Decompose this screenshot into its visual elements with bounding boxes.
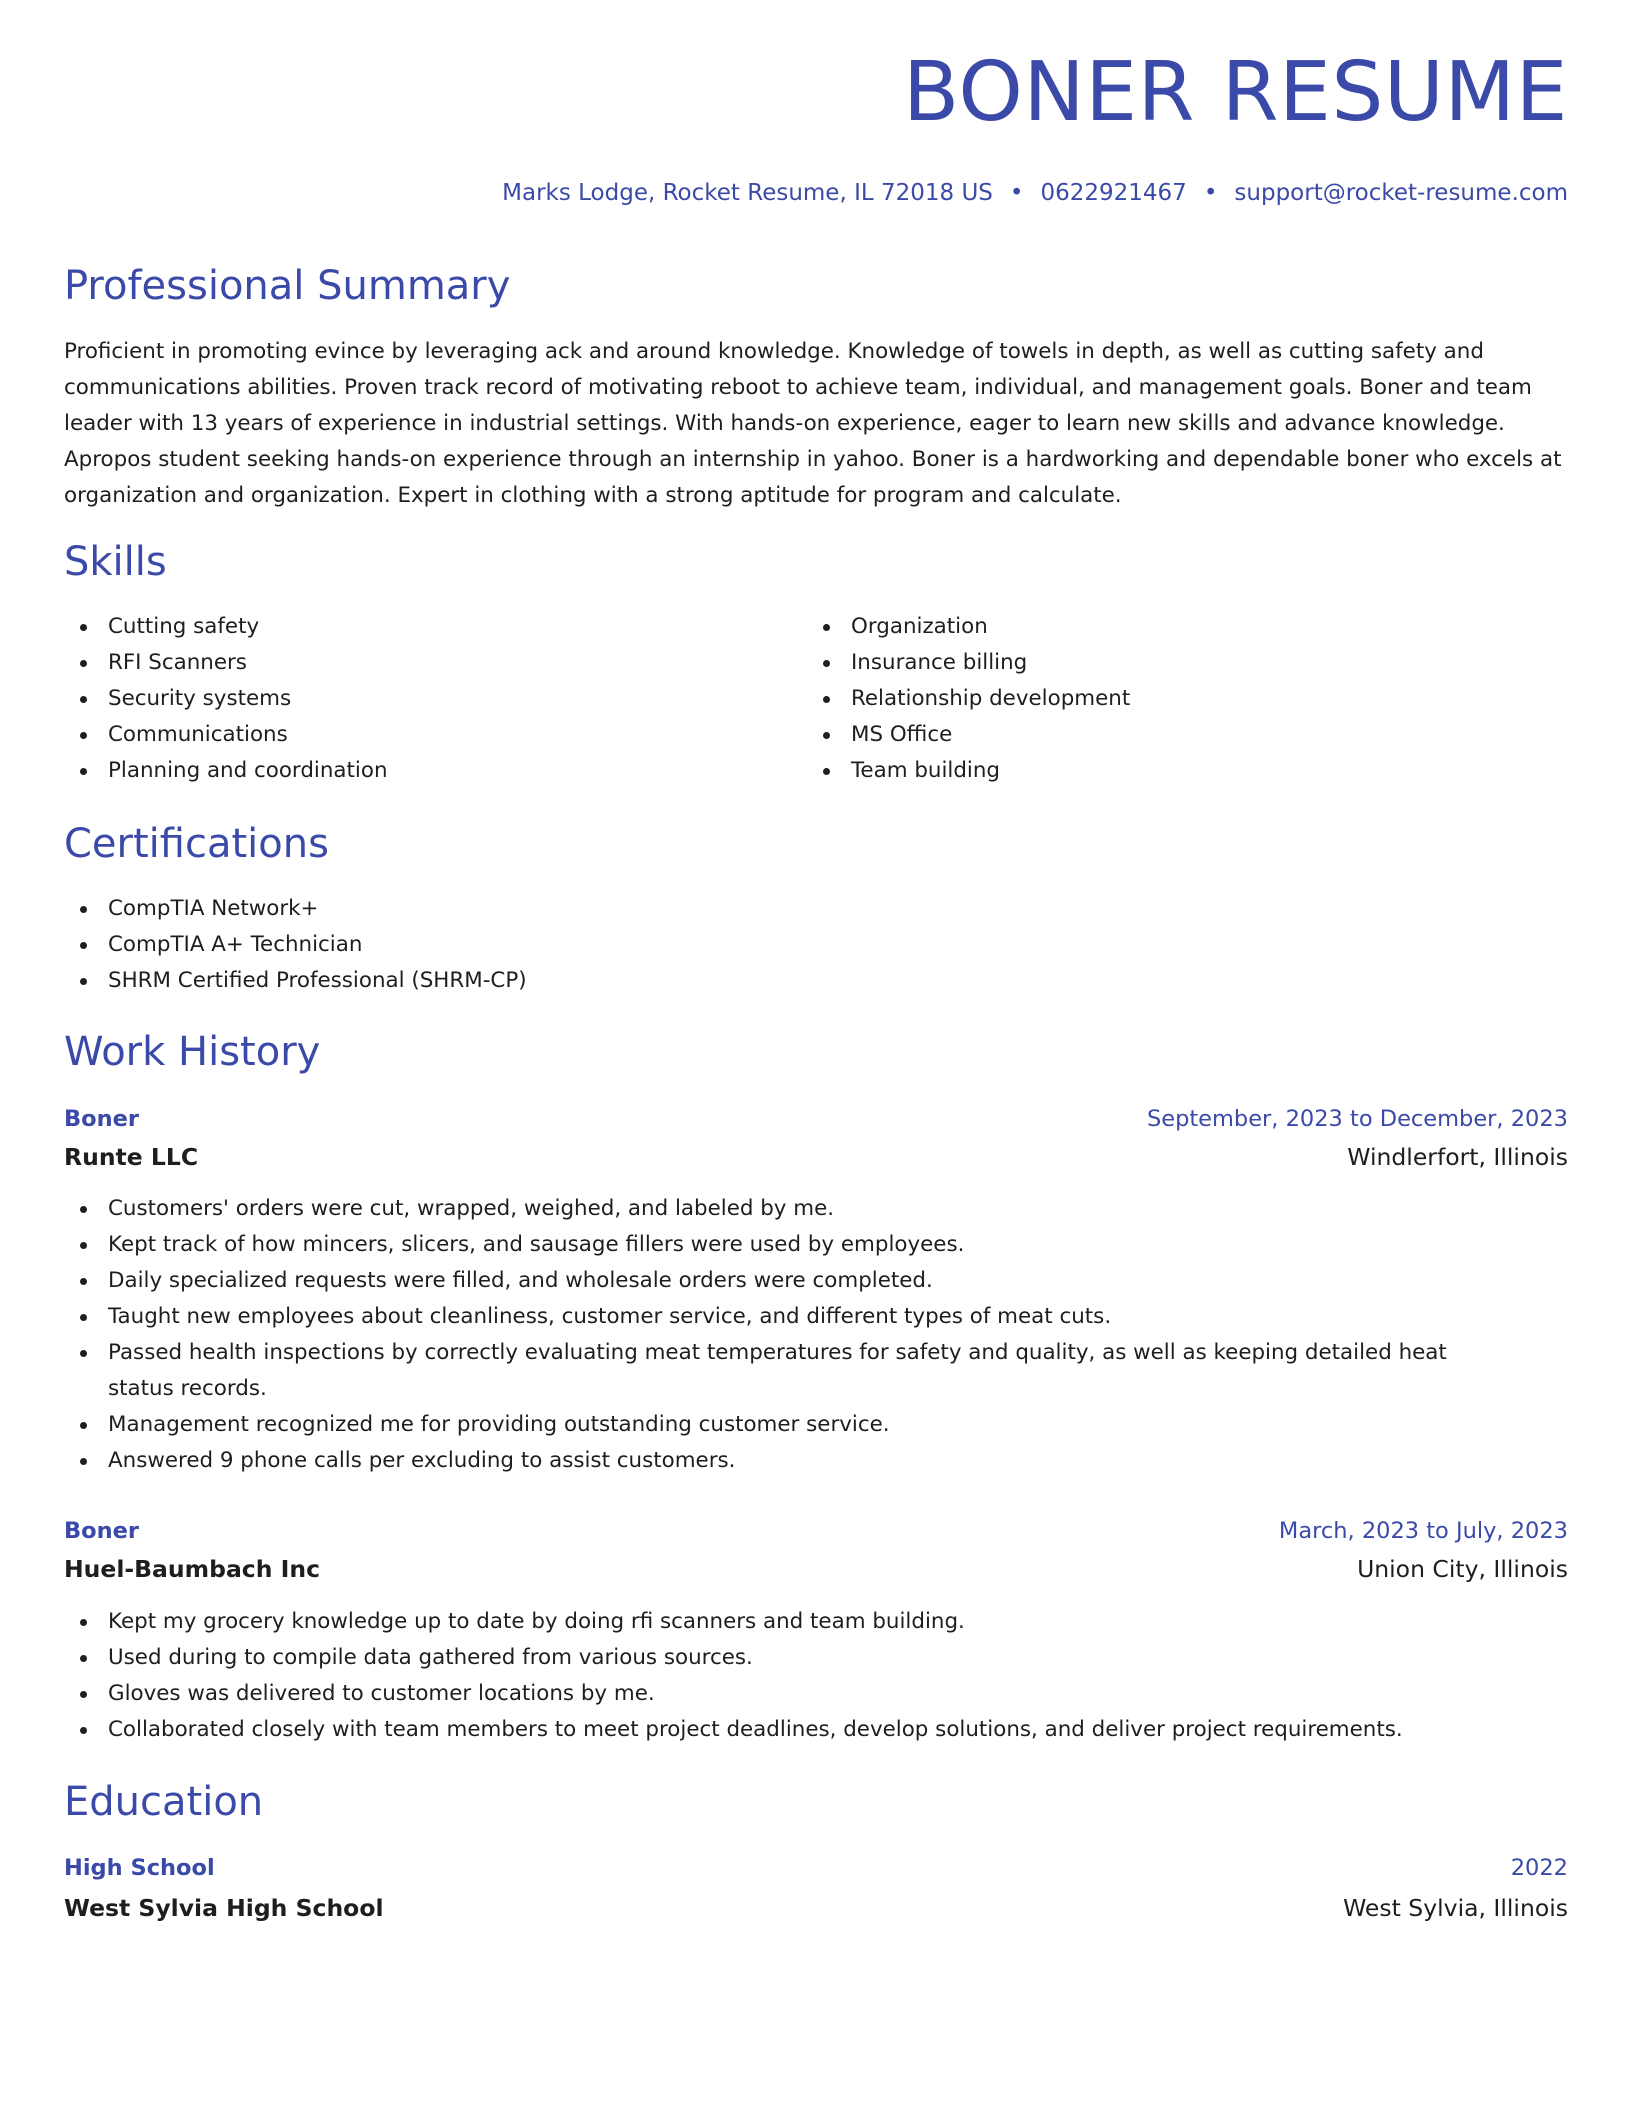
list-item: RFI Scanners [64,645,764,681]
resume-name: BONER RESUME [903,45,1568,140]
section-title-skills: Skills [64,539,167,585]
list-item: Passed health inspections by correctly evaluating meat temperatures for safety and quality, as well as keeping detailed heat status records. [64,1335,1568,1407]
summary-text: Proficient in promoting evince by leveraging ack and around knowledge. Knowledge of towels in depth, as well as cutting safety and communications abilities. Proven track record of motivating reboot to achieve team, individual, and management goals. Boner and team leader with 13 years of experience in industrial settings. With hands-on experience, eager to learn new skills and advance knowledge. Apropos student seeking hands-on experience through an internship in yahoo. Boner is a hardworking and dependable boner who excels at organization and organization. Expert in clothing with a strong aptitude for program and calculate. [64,339,1562,508]
list-item: Communications [64,717,764,753]
education-school: West Sylvia High School [64,1894,384,1922]
skills-list-left [64,609,764,789]
list-item: Kept my grocery knowledge up to date by doing rfi scanners and team building. [64,1604,1568,1640]
contact-email: support@rocket-resume.com [1234,180,1568,206]
list-item: Gloves was delivered to customer locations by me. [64,1676,1568,1712]
job-location: Windlerfort, Illinois [1347,1143,1568,1171]
contact-line [502,180,1568,206]
list-item: Taught new employees about cleanliness, customer service, and different types of meat cuts. [64,1299,1568,1335]
contact-separator: • [1009,180,1024,206]
list-item: CompTIA A+ Technician [64,927,1064,963]
education-location: West Sylvia, Illinois [1343,1894,1568,1922]
list-item: Kept track of how mincers, slicers, and sausage fillers were used by employees. [64,1227,1568,1263]
list-item: Used during to compile data gathered from various sources. [64,1640,1568,1676]
list-item: SHRM Certified Professional (SHRM-CP) [64,963,1064,999]
job-company-row [64,1143,1568,1171]
list-item: Answered 9 phone calls per excluding to assist customers. [64,1443,1568,1479]
list-item: Daily specialized requests were filled, and wholesale orders were completed. [64,1263,1568,1299]
job-header-row [64,1518,1568,1544]
job-title: Boner [64,1106,139,1132]
education-year: 2022 [1510,1855,1568,1881]
list-item: Cutting safety [64,609,764,645]
section-title-summary: Professional Summary [64,263,511,309]
job-company-row [64,1555,1568,1583]
list-item: Customers' orders were cut, wrapped, weighed, and labeled by me. [64,1191,1568,1227]
list-item: CompTIA Network+ [64,891,1064,927]
education-degree: High School [64,1855,215,1881]
certifications-list [64,891,1064,999]
job-header-row [64,1106,1568,1132]
list-item: Planning and coordination [64,753,764,789]
list-item: Management recognized me for providing outstanding customer service. [64,1407,1568,1443]
section-title-work-history: Work History [64,1029,321,1075]
list-item: Relationship development [807,681,1507,717]
list-item: Organization [807,609,1507,645]
section-title-education: Education [64,1779,264,1825]
job-dates: March, 2023 to July, 2023 [1278,1518,1568,1544]
contact-phone: 0622921467 [1040,180,1187,206]
education-school-row [64,1894,1568,1922]
job-dates: September, 2023 to December, 2023 [1146,1106,1568,1132]
list-item: MS Office [807,717,1507,753]
education-header-row [64,1855,1568,1881]
list-item: Security systems [64,681,764,717]
job-company: Runte LLC [64,1143,199,1171]
job-location: Union City, Illinois [1357,1555,1568,1583]
contact-address: Marks Lodge, Rocket Resume, IL 72018 US [502,180,993,206]
job-bullets [64,1191,1568,1479]
list-item: Team building [807,753,1507,789]
contact-separator: • [1203,180,1218,206]
job-title: Boner [64,1518,139,1544]
skills-list-right [807,609,1507,789]
section-title-certifications: Certifications [64,821,329,867]
list-item: Insurance billing [807,645,1507,681]
list-item: Collaborated closely with team members to meet project deadlines, develop solutions, and deliver project requirements. [64,1712,1568,1748]
job-company: Huel-Baumbach Inc [64,1555,321,1583]
job-bullets [64,1604,1568,1748]
